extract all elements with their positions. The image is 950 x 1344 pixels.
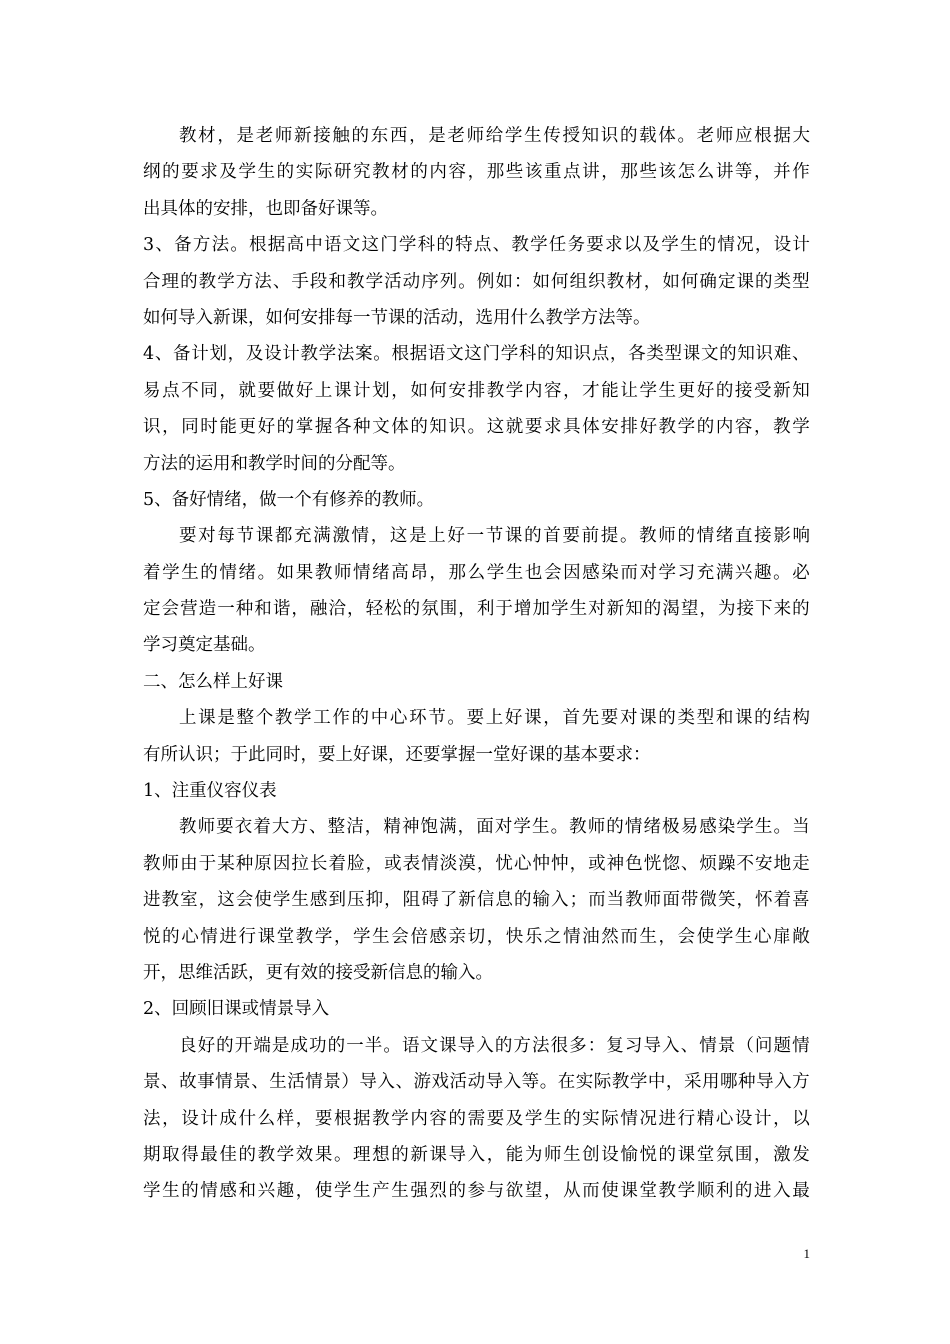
text-line: 1、注重仪容仪表: [143, 781, 277, 802]
text-line: 期 取 得 最 佳 的 教 学 效 果 。 理 想 的 新 课 导 入 ， 能 为 师 生 创 设 愉 悦 的 课 堂 氛 围 ， 激 发: [143, 1144, 810, 1165]
text-line: 有所认识；于此同时，要上好课，还要掌握一堂好课的基本要求：: [143, 744, 651, 765]
text-line: 5、备好情绪，做一个有修养的教师。: [143, 489, 435, 510]
text-line: 2、回顾旧课或情景导入: [143, 999, 330, 1020]
text-line: 易 点 不 同 ， 就 要 做 好 上 课 计 划 ， 如 何 安 排 教 学 内 容 ， 才 能 让 学 生 更 好 的 接 受 新 知: [143, 380, 810, 401]
text-line: 悦 的 心 情 进 行 课 堂 教 学 ， 学 生 会 倍 感 亲 切 ， 快 乐 之 情 油 然 而 生 ， 会 使 学 生 心 扉 敞: [143, 926, 810, 947]
document-body: [143, 118, 810, 1210]
text-line: 如何导入新课，如何安排每一节课的活动，选用什么教学方法等。: [143, 307, 651, 328]
text-line: 教 师 要 衣 着 大 方 、 整 洁 ， 精 神 饱 满 ， 面 对 学 生 。 教 师 的 情 绪 极 易 感 染 学 生 。 当: [179, 817, 810, 838]
text-line: 良 好 的 开 端 是 成 功 的 一 半 。 语 文 课 导 入 的 方 法 很 多 ： 复 习 导 入 、 情 景 （ 问 题 情: [179, 1035, 810, 1056]
text-line: 定 会 营 造 一 种 和 谐 ， 融 洽 ， 轻 松 的 氛 围 ， 利 于 增 加 学 生 对 新 知 的 渴 望 ， 为 接 下 来 的: [143, 599, 810, 620]
text-line: 着 学 生 的 情 绪 。 如 果 教 师 情 绪 高 昂 ， 那 么 学 生 也 会 因 感 染 而 对 学 习 充 满 兴 趣 。 必: [143, 562, 810, 583]
text-line: 纲 的 要 求 及 学 生 的 实 际 研 究 教 材 的 内 容 ， 那 些 该 重 点 讲 ， 那 些 该 怎 么 讲 等 ， 并 作: [143, 162, 810, 183]
text-line: 学 生 的 情 感 和 兴 趣 ， 使 学 生 产 生 强 烈 的 参 与 欲 望 ， 从 而 使 课 堂 教 学 顺 利 的 进 入 最: [143, 1181, 810, 1202]
text-line: 二、怎么样上好课: [143, 671, 283, 692]
text-line: 出具体的安排，也即备好课等。: [143, 198, 388, 219]
text-line: 教 材 ， 是 老 师 新 接 触 的 东 西 ， 是 老 师 给 学 生 传 授 知 识 的 载 体 。 老 师 应 根 据 大: [179, 126, 810, 146]
page-number: 1: [803, 1246, 810, 1261]
text-line: 开，思维活跃，更有效的接受新信息的输入。: [143, 962, 493, 983]
text-line: 方法的运用和教学时间的分配等。: [143, 453, 406, 474]
text-line: 识 ， 同 时 能 更 好 的 掌 握 各 种 文 体 的 知 识 。 这 就 要 求 具 体 安 排 好 教 学 的 内 容 ， 教 学: [143, 417, 810, 438]
text-line: 进 教 室 ， 这 会 使 学 生 感 到 压 抑 ， 阻 碍 了 新 信 息 的 输 入 ； 而 当 教 师 面 带 微 笑 ， 怀 着 喜: [143, 890, 810, 911]
text-line: 学习奠定基础。: [143, 635, 266, 656]
text-line: 要 对 每 节 课 都 充 满 激 情 ， 这 是 上 好 一 节 课 的 首 要 前 提 。 教 师 的 情 绪 直 接 影 响: [179, 526, 810, 547]
text-line: 上 课 是 整 个 教 学 工 作 的 中 心 环 节 。 要 上 好 课 ， 首 先 要 对 课 的 类 型 和 课 的 结 构: [179, 708, 810, 729]
text-line: 合 理 的 教 学 方 法 、 手 段 和 教 学 活 动 序 列 。 例 如 ： 如 何 组 织 教 材 ， 如 何 确 定 课 的 类 型: [143, 271, 810, 292]
text-line: 法 ， 设 计 成 什 么 样 ， 要 根 据 教 学 内 容 的 需 要 及 学 生 的 实 际 情 况 进 行 精 心 设 计 ， 以: [143, 1108, 810, 1129]
text-line: 3 、 备 方 法 。 根 据 高 中 语 文 这 门 学 科 的 特 点 、 教 学 任 务 要 求 以 及 学 生 的 情 况 ， 设 计: [143, 235, 810, 256]
text-line: 景 、 故 事 情 景 、 生 活 情 景 ） 导 入 、 游 戏 活 动 导 入 等 。 在 实 际 教 学 中 ， 采 用 哪 种 导 入 方: [143, 1072, 810, 1093]
text-line: 4 、 备 计 划 ， 及 设 计 教 学 法 案 。 根 据 语 文 这 门 学 科 的 知 识 点 ， 各 类 型 课 文 的 知 识 难 、: [143, 344, 810, 365]
text-line: 教 师 由 于 某 种 原 因 拉 长 着 脸 ， 或 表 情 淡 漠 ， 忧 心 忡 忡 ， 或 神 色 恍 惚 、 烦 躁 不 安 地 走: [143, 853, 810, 874]
